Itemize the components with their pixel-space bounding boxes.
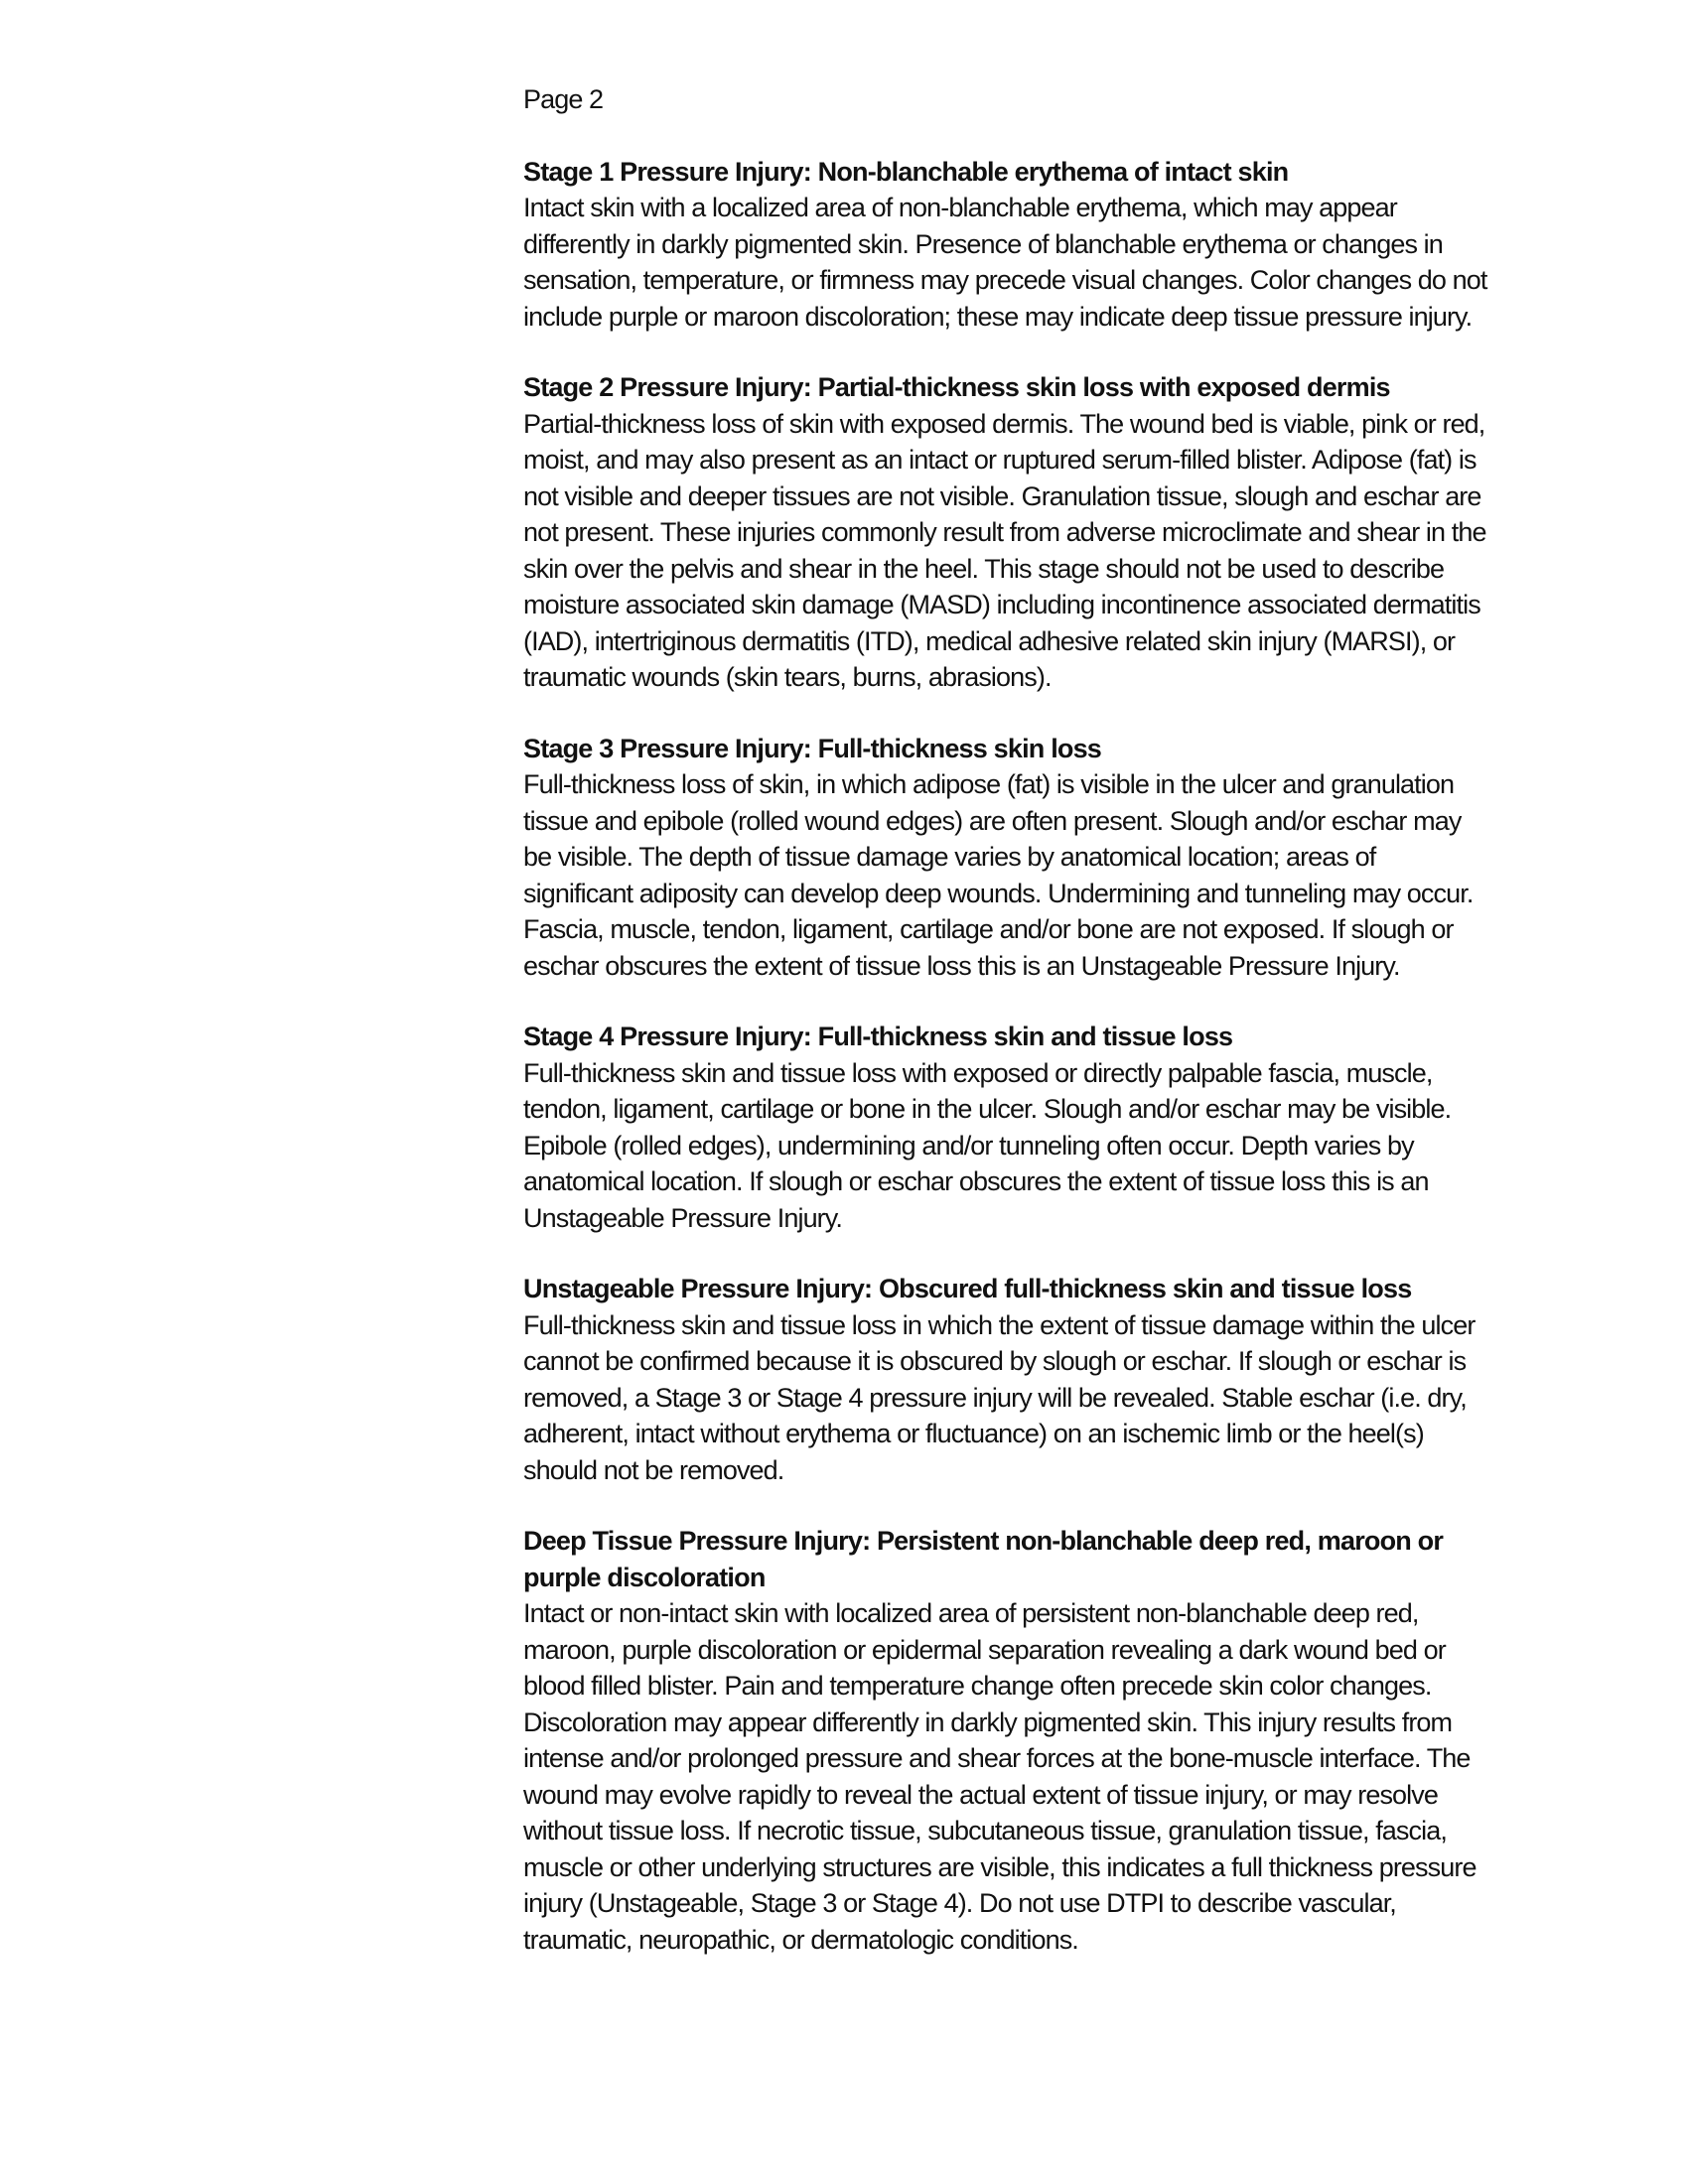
section-body: Full-thickness skin and tissue loss in which the extent of tissue damage within the ulcer cannot be confirmed because it is obscured by slough or eschar. If slough or eschar is removed, a Stage 3 or Stage 4 pressure injury will be revealed. Stable eschar (i.e. dry, adherent, intact without erythema or fluctuance) on an ischemic limb or the heel(s) should not be removed. bbox=[523, 1309, 1476, 1485]
section-stage-3 bbox=[523, 731, 1491, 985]
section-heading: Stage 4 Pressure Injury: Full-thickness skin and tissue loss bbox=[523, 1022, 1233, 1051]
section-heading: Stage 3 Pressure Injury: Full-thickness skin loss bbox=[523, 733, 1102, 763]
section-body: Intact skin with a localized area of non-blanchable erythema, which may appear differently in darkly pigmented skin. Presence of blanchable erythema or changes in sensation, temperature, or firmness may precede visual changes. Color changes do not include purple or maroon discoloration; these may indicate deep tissue pressure injury. bbox=[523, 193, 1487, 332]
section-heading: Stage 2 Pressure Injury: Partial-thickness skin loss with exposed dermis bbox=[523, 372, 1390, 402]
document-page bbox=[523, 81, 1491, 1992]
section-stage-1 bbox=[523, 154, 1491, 336]
section-stage-4 bbox=[523, 1019, 1491, 1236]
page-number: Page 2 bbox=[523, 84, 604, 114]
section-heading: Stage 1 Pressure Injury: Non-blanchable erythema of intact skin bbox=[523, 156, 1289, 187]
section-heading: Deep Tissue Pressure Injury: Persistent non-blanchable deep red, maroon or purple discoloration bbox=[523, 1526, 1444, 1592]
section-deep-tissue bbox=[523, 1523, 1491, 1958]
section-body: Intact or non-intact skin with localized area of persistent non-blanchable deep red, maroon, purple discoloration or epidermal separation revealing a dark wound bed or blood filled blister. Pain and temperature change often precede skin color changes. Discoloration may appear differently in darkly pigmented skin. This injury results from intense and/or prolonged pressure and shear forces at the bone-muscle interface. The wound may evolve rapidly to reveal the actual extent of tissue injury, or may resolve without tissue loss. If necrotic tissue, subcutaneous tissue, granulation tissue, fascia, muscle or other underlying structures are visible, this indicates a full thickness pressure injury (Unstageable, Stage 3 or Stage 4). Do not use DTPI to describe vascular, traumatic, neuropathic, or dermatologic conditions. bbox=[523, 1598, 1477, 1955]
section-body: Full-thickness loss of skin, in which adipose (fat) is visible in the ulcer and granulation tissue and epibole (rolled wound edges) are often present. Slough and/or eschar may be visible. The depth of tissue damage varies by anatomical location; areas of significant adiposity can develop deep wounds. Undermining and tunneling may occur. Fascia, muscle, tendon, ligament, cartilage and/or bone are not exposed. If slough or eschar obscures the extent of tissue loss this is an Unstageable Pressure Injury. bbox=[523, 769, 1474, 981]
section-heading: Unstageable Pressure Injury: Obscured full-thickness skin and tissue loss bbox=[523, 1274, 1412, 1303]
section-body: Partial-thickness loss of skin with exposed dermis. The wound bed is viable, pink or red, moist, and may also present as an intact or ruptured serum-filled blister. Adipose (fat) is not visible and deeper tissues are not visible. Granulation tissue, slough and eschar are not present. These injuries commonly result from adverse microclimate and shear in the skin over the pelvis and shear in the heel. This stage should not be used to describe moisture associated skin damage (MASD) including incontinence associated dermatitis (IAD), intertriginous dermatitis (ITD), medical adhesive related skin injury (MARSI), or traumatic wounds (skin tears, burns, abrasions). bbox=[523, 408, 1486, 692]
section-body: Full-thickness skin and tissue loss with exposed or directly palpable fascia, muscle, tendon, ligament, cartilage or bone in the ulcer. Slough and/or eschar may be visible. Epibole (rolled edges), undermining and/or tunneling often occur. Depth varies by anatomical location. If slough or eschar obscures the extent of tissue loss this is an Unstageable Pressure Injury. bbox=[523, 1057, 1452, 1233]
section-unstageable bbox=[523, 1271, 1491, 1488]
section-stage-2 bbox=[523, 369, 1491, 696]
